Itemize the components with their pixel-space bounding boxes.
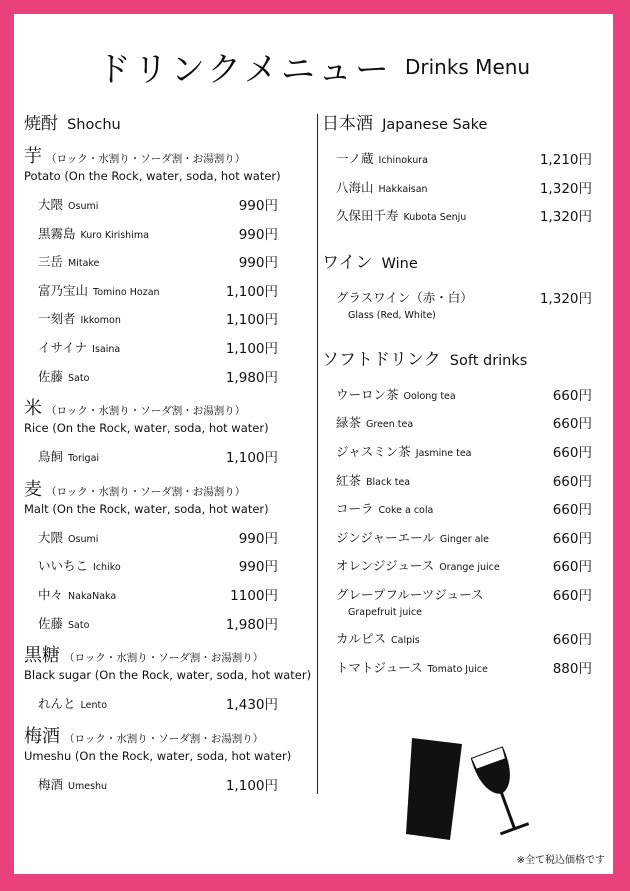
- item-name-en: Ikkomon: [80, 315, 121, 327]
- shochu-heading-en: Shochu: [67, 117, 121, 133]
- shochu-column: [24, 109, 312, 808]
- item-price: 660円: [552, 416, 592, 433]
- item-price: 1,430円: [225, 697, 278, 714]
- item-name-en: Ichinokura: [378, 155, 428, 166]
- item-name: 一ノ蔵: [336, 151, 374, 166]
- item-price: 990円: [238, 255, 278, 272]
- menu-item: [24, 223, 284, 252]
- title-en: Drinks Menu: [404, 54, 531, 79]
- sake-heading-jp: 日本酒: [322, 114, 373, 134]
- item-name: 富乃宝山: [38, 282, 89, 298]
- item-name: オレンジジュース: [336, 558, 435, 574]
- item-name: グレープフルーツジュース: [336, 586, 484, 602]
- menu-item: [24, 584, 284, 613]
- menu-item: [322, 384, 592, 413]
- item-price: 1,980円: [225, 616, 278, 633]
- menu-item: [24, 366, 284, 395]
- sake-heading-en: Japanese Sake: [382, 117, 488, 133]
- tax-note: ※全て税込価格です: [516, 855, 605, 866]
- item-name-en: Grapefruit juice: [348, 606, 422, 618]
- shochu-subsection: [24, 148, 284, 394]
- menu-item: [322, 628, 592, 657]
- subsection-title: 芋: [24, 146, 42, 167]
- menu-item: [24, 555, 284, 584]
- item-price: 660円: [552, 502, 592, 519]
- item-name-en: Black tea: [366, 476, 411, 488]
- item-price: 660円: [552, 587, 592, 604]
- soft-section: [322, 345, 592, 685]
- menu-item: [24, 527, 284, 556]
- item-name: イサイナ: [38, 339, 88, 355]
- item-name-en: Kubota Senju: [403, 212, 467, 224]
- subsection-english: Rice (On the Rock, water, soda, hot water): [24, 421, 269, 436]
- item-price: 1100円: [230, 587, 278, 604]
- shochu-subsection: [24, 400, 284, 475]
- item-name-en: Calpis: [391, 634, 420, 646]
- item-price: 1,100円: [225, 283, 278, 300]
- item-name: 大隈: [38, 529, 64, 545]
- item-name-en: Tomino Hozan: [93, 286, 160, 298]
- item-price: 1,100円: [225, 450, 278, 467]
- menu-item: [322, 412, 592, 441]
- item-name: 久保田千寿: [336, 208, 399, 224]
- shochu-subsection: [24, 645, 312, 722]
- right-column: [322, 109, 592, 699]
- soft-heading: [322, 345, 592, 370]
- menu-item: [322, 470, 592, 499]
- subsection-note: （ロック・水割り・ソーダ割・お湯割り）: [46, 405, 246, 418]
- item-name-en: Sato: [68, 619, 90, 631]
- item-price: 1,320円: [539, 209, 592, 226]
- item-price: 660円: [552, 530, 592, 547]
- column-divider: [317, 114, 318, 794]
- subsection-english: Black sugar (On the Rock, water, soda, hot water): [24, 668, 312, 683]
- item-name-en: Oolong tea: [403, 390, 456, 402]
- item-name: 三岳: [38, 254, 64, 270]
- menu-page: [14, 14, 613, 874]
- item-name-en: Osumi: [68, 533, 99, 545]
- item-price: 880円: [552, 660, 592, 677]
- item-name: コーラ: [336, 501, 374, 517]
- wine-heading-jp: ワイン: [322, 252, 373, 273]
- item-name-en: Hakkaisan: [378, 183, 428, 195]
- menu-item: [322, 205, 592, 234]
- subsection-title: 黒糖: [24, 645, 60, 667]
- sake-section: [322, 109, 592, 234]
- item-name: 紅茶: [336, 472, 362, 488]
- page-title: [14, 42, 613, 91]
- shochu-subsections: [24, 146, 312, 802]
- item-name-en: Umeshu: [68, 780, 108, 792]
- item-name: 中々: [38, 586, 64, 602]
- item-price: 660円: [552, 473, 592, 490]
- menu-item: [322, 441, 592, 470]
- subsection-english: Umeshu (On the Rock, water, soda, hot water): [24, 748, 292, 763]
- item-price: 1,320円: [539, 180, 592, 197]
- menu-item: [24, 194, 284, 223]
- menu-item: [24, 337, 284, 366]
- item-price: 660円: [552, 444, 592, 461]
- menu-item: [24, 308, 284, 337]
- subsection-title: 梅酒: [24, 725, 60, 747]
- subsection-title: 麦: [24, 478, 42, 500]
- menu-item: [24, 774, 284, 803]
- item-name: 佐藤: [38, 615, 64, 631]
- shochu-subsection: [24, 725, 292, 803]
- item-price: 1,100円: [225, 777, 278, 794]
- drink-glasses-icon: [404, 736, 534, 848]
- subsection-note: （ロック・水割り・ソーダ割・お湯割り）: [64, 652, 264, 665]
- subsection-heading: [24, 148, 284, 168]
- item-name: れんと: [38, 696, 76, 712]
- menu-item: [322, 177, 592, 206]
- subsection-note: （ロック・水割り・ソーダ割・お湯割り）: [64, 732, 264, 745]
- menu-item: [322, 555, 592, 584]
- title-jp: ドリンクメニュー: [96, 50, 392, 90]
- item-price: 660円: [552, 559, 592, 576]
- item-name: 鳥飼: [38, 449, 64, 465]
- item-name: ジャスミン茶: [336, 443, 411, 459]
- item-name-en: Torigai: [68, 453, 100, 465]
- item-price: 990円: [238, 226, 278, 243]
- subsection-heading: [24, 478, 284, 501]
- item-name-en: Ichiko: [93, 562, 121, 574]
- item-name: グラスワイン（赤・白）: [336, 289, 473, 305]
- item-name-en: Mitake: [68, 258, 100, 270]
- item-price: 1,100円: [225, 340, 278, 357]
- item-price: 1,210円: [539, 152, 592, 168]
- shochu-subsection: [24, 478, 284, 641]
- item-price: 990円: [238, 530, 278, 547]
- subsection-heading: [24, 725, 284, 748]
- item-price: 1,320円: [539, 290, 592, 307]
- item-name-en: Green tea: [366, 419, 414, 431]
- item-name-en: Ginger ale: [439, 533, 490, 545]
- wine-section: [322, 248, 592, 331]
- soft-heading-en: Soft drinks: [449, 352, 528, 369]
- menu-item: [322, 527, 592, 556]
- item-name-en: Orange juice: [439, 562, 500, 574]
- item-name-en: Jasmine tea: [415, 447, 472, 459]
- item-name-en: NakaNaka: [68, 590, 117, 602]
- item-name-en: Glass (Red, White): [348, 309, 436, 321]
- menu-item: [24, 613, 284, 642]
- item-price: 1,100円: [225, 312, 278, 329]
- item-name: カルピス: [336, 630, 387, 646]
- item-price: 1,980円: [225, 369, 278, 386]
- wine-list: [322, 287, 592, 331]
- menu-item: [322, 498, 592, 527]
- menu-item: [322, 657, 592, 686]
- sake-heading: [322, 109, 592, 134]
- item-name-en: Lento: [80, 700, 108, 712]
- item-name-en: Osumi: [68, 201, 99, 212]
- menu-item: [24, 446, 284, 475]
- item-name: 大隈: [38, 197, 64, 212]
- item-name: ジンジャーエール: [336, 529, 435, 545]
- item-name: トマトジュース: [336, 659, 423, 675]
- item-price: 990円: [238, 198, 278, 214]
- menu-item: [322, 584, 592, 628]
- menu-item: [24, 693, 284, 722]
- subsection-heading: [24, 647, 284, 667]
- menu-item: [24, 280, 284, 309]
- subsection-note: （ロック・水割り・ソーダ割・お湯割り）: [46, 485, 246, 498]
- menu-item: [24, 251, 284, 280]
- item-name-en: Sato: [68, 372, 90, 384]
- shochu-heading: [24, 109, 284, 134]
- item-name: 一刻者: [38, 311, 76, 327]
- item-name: 黒霧島: [38, 225, 76, 241]
- soft-list: [322, 384, 592, 685]
- item-name: 梅酒: [38, 776, 64, 792]
- item-price: 990円: [238, 559, 278, 576]
- subsection-title: 米: [24, 398, 42, 420]
- wine-heading: [322, 248, 592, 273]
- item-name: 緑茶: [336, 415, 362, 431]
- item-name-en: Tomato Juice: [427, 663, 488, 675]
- sake-list: [322, 148, 592, 234]
- item-name: 佐藤: [38, 368, 64, 384]
- item-name: ウーロン茶: [336, 386, 399, 402]
- subsection-heading: [24, 400, 284, 420]
- soft-heading-jp: ソフトドリンク: [322, 349, 441, 370]
- item-name-en: Kuro Kirishima: [80, 229, 149, 241]
- item-name: 八海山: [336, 179, 374, 195]
- wine-heading-en: Wine: [381, 255, 418, 272]
- subsection-note: （ロック・水割り・ソーダ割・お湯割り）: [46, 153, 246, 165]
- subsection-english: Potato (On the Rock, water, soda, hot water): [24, 169, 281, 183]
- item-price: 660円: [552, 631, 592, 648]
- menu-item: [322, 148, 592, 177]
- menu-item: [322, 287, 592, 331]
- item-price: 660円: [552, 387, 592, 404]
- item-name: いいちこ: [38, 558, 89, 574]
- item-name-en: Isaina: [92, 343, 121, 355]
- subsection-english: Malt (On the Rock, water, soda, hot water): [24, 501, 269, 516]
- item-name-en: Coke a cola: [378, 505, 434, 517]
- shochu-heading-jp: 焼酎: [24, 114, 58, 134]
